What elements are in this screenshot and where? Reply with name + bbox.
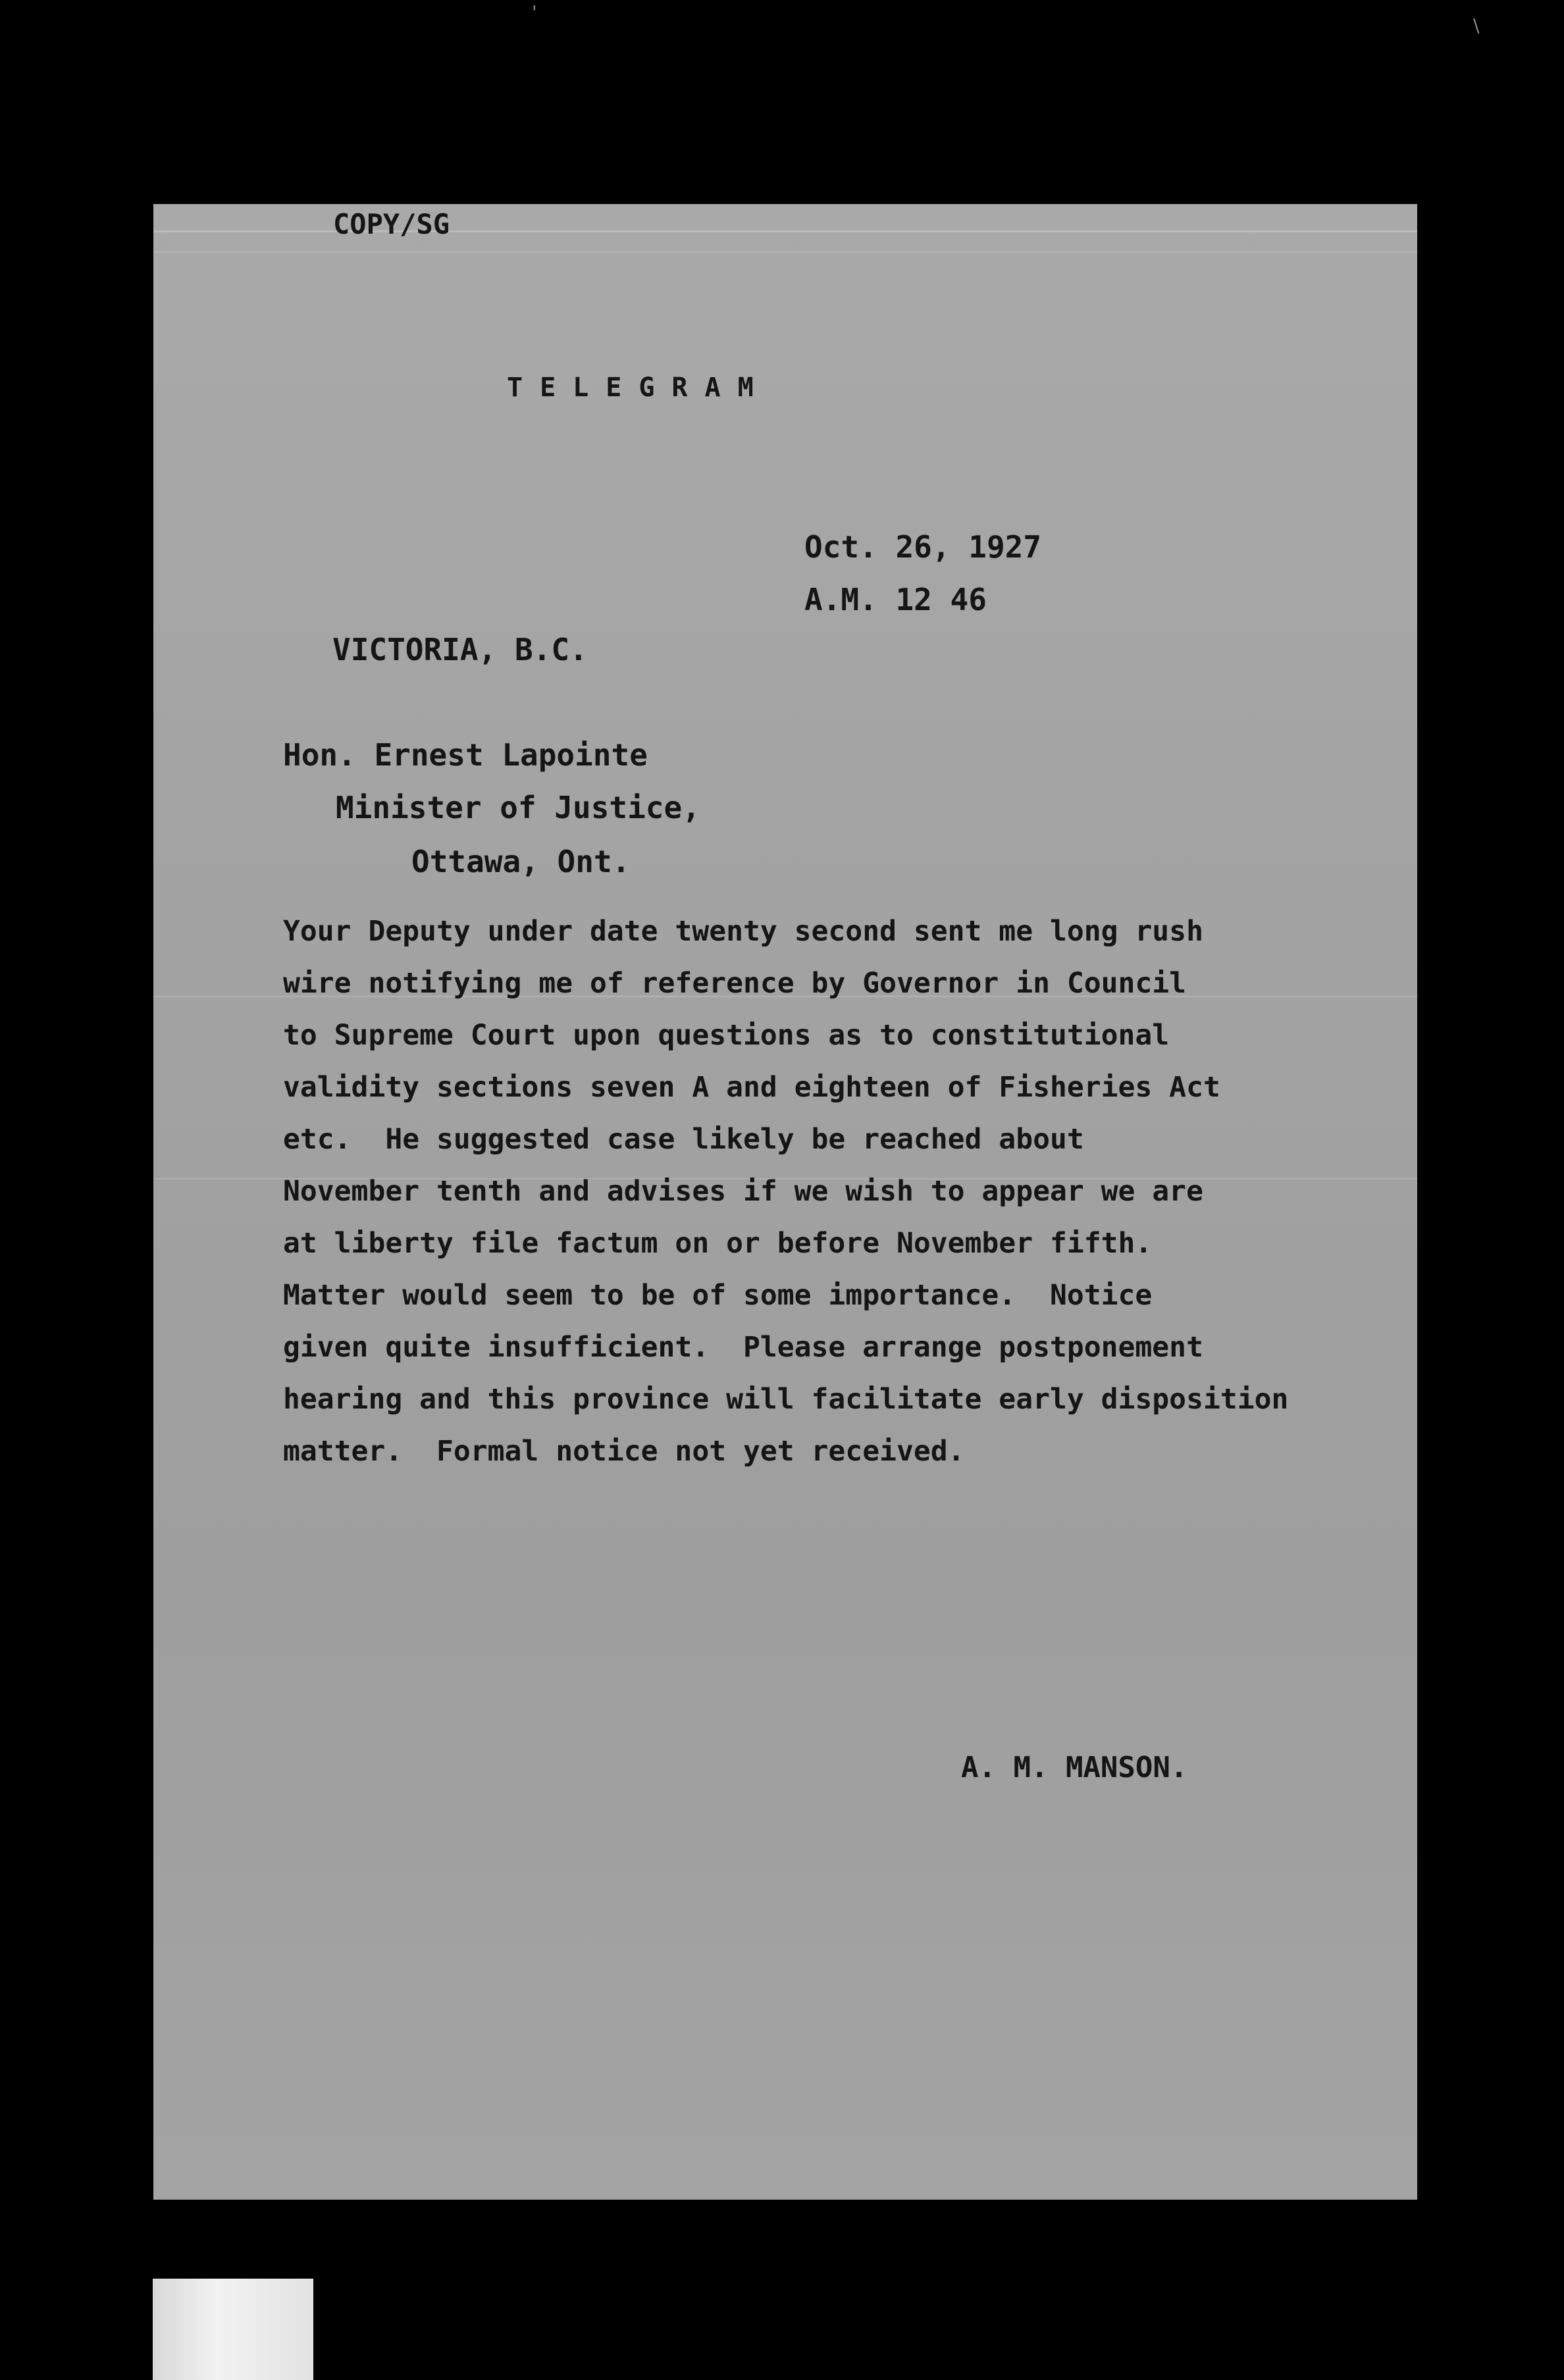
- body-line: Matter would seem to be of some importance. Notice: [283, 1279, 1153, 1312]
- film-mark: ': [532, 1, 537, 23]
- document-title: TELEGRAM: [507, 373, 771, 403]
- body-line: Your Deputy under date twenty second sent me long rush: [283, 915, 1203, 948]
- recipient-name: Hon. Ernest Lapointe: [283, 737, 648, 773]
- body-line: wire notifying me of reference by Governor in Council: [283, 967, 1187, 1000]
- body-line: given quite insufficient. Please arrange postponement: [283, 1331, 1203, 1364]
- body-line: validity sections seven A and eighteen of Fisheries Act: [283, 1071, 1220, 1104]
- body-line: to Supreme Court upon questions as to constitutional: [283, 1019, 1170, 1052]
- film-mark: \: [1473, 14, 1480, 36]
- body-line: at liberty file factum on or before November fifth.: [283, 1227, 1153, 1260]
- recipient-location: Ottawa, Ont.: [411, 844, 631, 879]
- recipient-title: Minister of Justice,: [336, 790, 700, 825]
- film-frame-tab: [153, 2279, 313, 2380]
- telegram-date: Oct. 26, 1927: [804, 529, 1042, 565]
- copy-mark: COPY/SG: [333, 208, 450, 240]
- signature: A. M. MANSON.: [961, 1751, 1188, 1784]
- body-line: hearing and this province will facilitate early disposition: [283, 1383, 1289, 1416]
- paper-crease: [153, 251, 1417, 253]
- telegram-origin: VICTORIA, B.C.: [332, 632, 588, 667]
- body-line: November tenth and advises if we wish to appear we are: [283, 1175, 1203, 1208]
- telegram-time: A.M. 12 46: [804, 582, 987, 617]
- body-line: matter. Formal notice not yet received.: [283, 1435, 965, 1468]
- body-line: etc. He suggested case likely be reached about: [283, 1123, 1084, 1156]
